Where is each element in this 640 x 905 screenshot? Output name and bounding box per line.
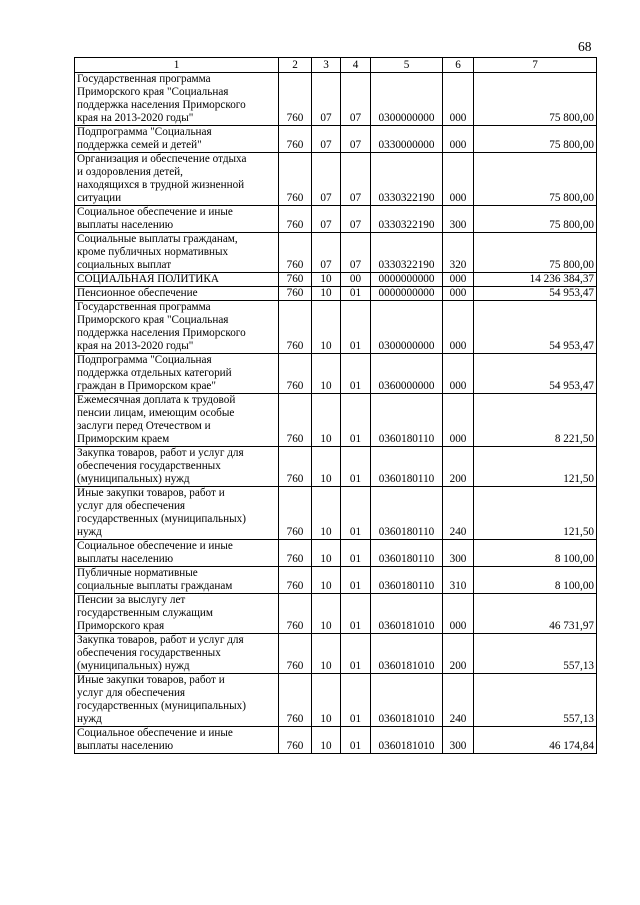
admin-code-cell: 760 xyxy=(279,233,312,273)
expense-type-cell: 000 xyxy=(443,394,474,447)
item-name-cell xyxy=(75,301,279,354)
item-name-line: края на 2013-2020 годы" xyxy=(77,112,194,124)
section-code-cell: 07 xyxy=(312,233,341,273)
subsection-code-cell: 07 xyxy=(341,73,371,126)
amount-cell: 46 174,84 xyxy=(474,727,597,754)
item-name-line: Социальное обеспечение и иные xyxy=(77,727,233,739)
item-name-line: нужд xyxy=(77,713,102,725)
table-row xyxy=(75,354,597,394)
item-name-line: Государственная программа xyxy=(77,73,211,85)
subsection-code-cell: 01 xyxy=(341,354,371,394)
column-header: 5 xyxy=(371,58,443,73)
subsection-code-cell: 07 xyxy=(341,206,371,233)
item-name-cell xyxy=(75,487,279,540)
subsection-code-cell: 07 xyxy=(341,126,371,153)
expense-type-cell: 240 xyxy=(443,674,474,727)
target-article-cell: 0360181010 xyxy=(371,594,443,634)
amount-cell: 557,13 xyxy=(474,674,597,727)
admin-code-cell: 760 xyxy=(279,273,312,287)
amount-cell: 121,50 xyxy=(474,487,597,540)
amount-cell: 54 953,47 xyxy=(474,301,597,354)
expense-type-cell: 000 xyxy=(443,301,474,354)
section-code-cell: 07 xyxy=(312,153,341,206)
table-row xyxy=(75,674,597,727)
item-name-line: края на 2013-2020 годы" xyxy=(77,340,194,352)
item-name-line: государственных (муниципальных) xyxy=(77,700,246,712)
target-article-cell: 0360180110 xyxy=(371,567,443,594)
section-code-cell: 10 xyxy=(312,354,341,394)
section-code-cell: 10 xyxy=(312,727,341,754)
table-row xyxy=(75,206,597,233)
item-name-line: Государственная программа xyxy=(77,301,211,313)
item-name-cell xyxy=(75,126,279,153)
table-row xyxy=(75,126,597,153)
table-header-row xyxy=(75,58,597,73)
item-name-line: услуг для обеспечения xyxy=(77,500,186,512)
item-name-line: государственным служащим xyxy=(77,607,213,619)
item-name-line: поддержка отдельных категорий xyxy=(77,367,232,379)
item-name-cell xyxy=(75,394,279,447)
item-name-line: ситуации xyxy=(77,192,122,204)
amount-cell: 75 800,00 xyxy=(474,126,597,153)
item-name-line: Социальное обеспечение и иные xyxy=(77,540,233,552)
item-name-line: Пенсионное обеспечение xyxy=(77,287,198,299)
item-name-cell xyxy=(75,354,279,394)
expense-type-cell: 300 xyxy=(443,727,474,754)
admin-code-cell: 760 xyxy=(279,394,312,447)
section-code-cell: 10 xyxy=(312,540,341,567)
admin-code-cell: 760 xyxy=(279,206,312,233)
target-article-cell: 0360180110 xyxy=(371,540,443,567)
item-name-line: Подпрограмма "Социальная xyxy=(77,126,212,138)
section-code-cell: 10 xyxy=(312,287,341,301)
item-name-line: Приморского края xyxy=(77,620,165,632)
section-code-cell: 07 xyxy=(312,126,341,153)
expense-type-cell: 000 xyxy=(443,73,474,126)
amount-cell: 8 221,50 xyxy=(474,394,597,447)
item-name-line: обеспечения государственных xyxy=(77,460,221,472)
table-row xyxy=(75,233,597,273)
item-name-cell xyxy=(75,634,279,674)
item-name-cell xyxy=(75,206,279,233)
table-row xyxy=(75,73,597,126)
target-article-cell: 0000000000 xyxy=(371,287,443,301)
item-name-line: Приморского края "Социальная xyxy=(77,314,229,326)
item-name-line: социальных выплат xyxy=(77,259,172,271)
admin-code-cell: 760 xyxy=(279,354,312,394)
item-name-line: Публичные нормативные xyxy=(77,567,198,579)
section-code-cell: 10 xyxy=(312,394,341,447)
item-name-line: поддержка семей и детей" xyxy=(77,139,202,151)
subsection-code-cell: 00 xyxy=(341,273,371,287)
table-row xyxy=(75,273,597,287)
section-code-cell: 10 xyxy=(312,487,341,540)
target-article-cell: 0330322190 xyxy=(371,233,443,273)
item-name-line: Социальное обеспечение и иные xyxy=(77,206,233,218)
item-name-line: выплаты населению xyxy=(77,740,174,752)
amount-cell: 54 953,47 xyxy=(474,287,597,301)
admin-code-cell: 760 xyxy=(279,301,312,354)
subsection-code-cell: 01 xyxy=(341,394,371,447)
item-name-line: Ежемесячная доплата к трудовой xyxy=(77,394,236,406)
column-header: 7 xyxy=(474,58,597,73)
subsection-code-cell: 01 xyxy=(341,447,371,487)
item-name-line: Приморским краем xyxy=(77,433,170,445)
amount-cell: 121,50 xyxy=(474,447,597,487)
subsection-code-cell: 01 xyxy=(341,487,371,540)
admin-code-cell: 760 xyxy=(279,567,312,594)
item-name-line: Социальные выплаты гражданам, xyxy=(77,233,238,245)
item-name-line: кроме публичных нормативных xyxy=(77,246,229,258)
item-name-line: обеспечения государственных xyxy=(77,647,221,659)
table-body xyxy=(75,73,597,754)
expense-type-cell: 320 xyxy=(443,233,474,273)
item-name-line: пенсии лицам, имеющим особые xyxy=(77,407,235,419)
table-row xyxy=(75,567,597,594)
item-name-cell xyxy=(75,727,279,754)
item-name-line: услуг для обеспечения xyxy=(77,687,186,699)
item-name-line: выплаты населению xyxy=(77,553,174,565)
item-name-line: (муниципальных) нужд xyxy=(77,660,190,672)
table-row xyxy=(75,594,597,634)
item-name-line: государственных (муниципальных) xyxy=(77,513,246,525)
admin-code-cell: 760 xyxy=(279,540,312,567)
amount-cell: 557,13 xyxy=(474,634,597,674)
item-name-cell xyxy=(75,73,279,126)
item-name-line: и оздоровления детей, xyxy=(77,166,183,178)
table-row xyxy=(75,540,597,567)
section-code-cell: 10 xyxy=(312,273,341,287)
subsection-code-cell: 01 xyxy=(341,287,371,301)
item-name-line: Иные закупки товаров, работ и xyxy=(77,674,225,686)
target-article-cell: 0360180110 xyxy=(371,487,443,540)
subsection-code-cell: 01 xyxy=(341,567,371,594)
item-name-line: Организация и обеспечение отдыха xyxy=(77,153,247,165)
item-name-line: СОЦИАЛЬНАЯ ПОЛИТИКА xyxy=(77,273,219,285)
amount-cell: 8 100,00 xyxy=(474,567,597,594)
subsection-code-cell: 01 xyxy=(341,674,371,727)
item-name-cell xyxy=(75,233,279,273)
item-name-line: поддержка населения Приморского xyxy=(77,327,246,339)
item-name-cell xyxy=(75,273,279,287)
subsection-code-cell: 01 xyxy=(341,301,371,354)
column-header: 2 xyxy=(279,58,312,73)
expense-type-cell: 310 xyxy=(443,567,474,594)
expense-type-cell: 240 xyxy=(443,487,474,540)
amount-cell: 75 800,00 xyxy=(474,206,597,233)
target-article-cell: 0330322190 xyxy=(371,153,443,206)
subsection-code-cell: 07 xyxy=(341,153,371,206)
section-code-cell: 10 xyxy=(312,301,341,354)
table-row xyxy=(75,287,597,301)
item-name-line: находящихся в трудной жизненной xyxy=(77,179,245,191)
section-code-cell: 07 xyxy=(312,73,341,126)
admin-code-cell: 760 xyxy=(279,594,312,634)
expense-type-cell: 000 xyxy=(443,153,474,206)
page-number: 68 xyxy=(578,39,592,54)
amount-cell: 75 800,00 xyxy=(474,233,597,273)
table-row xyxy=(75,153,597,206)
subsection-code-cell: 01 xyxy=(341,594,371,634)
subsection-code-cell: 07 xyxy=(341,233,371,273)
expense-type-cell: 000 xyxy=(443,126,474,153)
column-header: 3 xyxy=(312,58,341,73)
subsection-code-cell: 01 xyxy=(341,634,371,674)
expense-type-cell: 300 xyxy=(443,206,474,233)
admin-code-cell: 760 xyxy=(279,153,312,206)
expense-type-cell: 300 xyxy=(443,540,474,567)
section-code-cell: 10 xyxy=(312,634,341,674)
item-name-cell xyxy=(75,540,279,567)
amount-cell: 8 100,00 xyxy=(474,540,597,567)
item-name-line: поддержка населения Приморского xyxy=(77,99,246,111)
admin-code-cell: 760 xyxy=(279,287,312,301)
target-article-cell: 0300000000 xyxy=(371,73,443,126)
item-name-line: (муниципальных) нужд xyxy=(77,473,190,485)
amount-cell: 46 731,97 xyxy=(474,594,597,634)
column-header: 6 xyxy=(443,58,474,73)
item-name-line: Приморского края "Социальная xyxy=(77,86,229,98)
subsection-code-cell: 01 xyxy=(341,540,371,567)
admin-code-cell: 760 xyxy=(279,634,312,674)
section-code-cell: 10 xyxy=(312,447,341,487)
item-name-line: граждан в Приморском крае" xyxy=(77,380,216,392)
admin-code-cell: 760 xyxy=(279,727,312,754)
table-row xyxy=(75,394,597,447)
expense-type-cell: 000 xyxy=(443,594,474,634)
section-code-cell: 10 xyxy=(312,594,341,634)
target-article-cell: 0300000000 xyxy=(371,301,443,354)
subsection-code-cell: 01 xyxy=(341,727,371,754)
target-article-cell: 0330000000 xyxy=(371,126,443,153)
expense-type-cell: 000 xyxy=(443,287,474,301)
table-row xyxy=(75,301,597,354)
admin-code-cell: 760 xyxy=(279,126,312,153)
item-name-line: выплаты населению xyxy=(77,219,174,231)
section-code-cell: 10 xyxy=(312,567,341,594)
target-article-cell: 0360180110 xyxy=(371,447,443,487)
amount-cell: 75 800,00 xyxy=(474,153,597,206)
item-name-cell xyxy=(75,287,279,301)
target-article-cell: 0330322190 xyxy=(371,206,443,233)
item-name-line: Подпрограмма "Социальная xyxy=(77,354,212,366)
item-name-line: Пенсии за выслугу лет xyxy=(77,594,186,606)
item-name-line: социальные выплаты гражданам xyxy=(77,580,233,592)
expense-type-cell: 200 xyxy=(443,634,474,674)
section-code-cell: 10 xyxy=(312,674,341,727)
target-article-cell: 0360000000 xyxy=(371,354,443,394)
item-name-line: нужд xyxy=(77,526,102,538)
item-name-cell xyxy=(75,674,279,727)
target-article-cell: 0360181010 xyxy=(371,727,443,754)
column-header: 4 xyxy=(341,58,371,73)
item-name-line: заслуги перед Отечеством и xyxy=(77,420,211,432)
amount-cell: 54 953,47 xyxy=(474,354,597,394)
item-name-line: Закупка товаров, работ и услуг для xyxy=(77,447,244,459)
item-name-cell xyxy=(75,153,279,206)
table-row xyxy=(75,447,597,487)
amount-cell: 14 236 384,37 xyxy=(474,273,597,287)
target-article-cell: 0360181010 xyxy=(371,634,443,674)
item-name-line: Закупка товаров, работ и услуг для xyxy=(77,634,244,646)
column-header: 1 xyxy=(75,58,279,73)
expense-type-cell: 200 xyxy=(443,447,474,487)
expense-type-cell: 000 xyxy=(443,354,474,394)
target-article-cell: 0360180110 xyxy=(371,394,443,447)
admin-code-cell: 760 xyxy=(279,674,312,727)
admin-code-cell: 760 xyxy=(279,73,312,126)
expense-type-cell: 000 xyxy=(443,273,474,287)
section-code-cell: 07 xyxy=(312,206,341,233)
table-row xyxy=(75,634,597,674)
table-row xyxy=(75,487,597,540)
admin-code-cell: 760 xyxy=(279,487,312,540)
item-name-cell xyxy=(75,594,279,634)
table-row xyxy=(75,727,597,754)
target-article-cell: 0000000000 xyxy=(371,273,443,287)
admin-code-cell: 760 xyxy=(279,447,312,487)
item-name-line: Иные закупки товаров, работ и xyxy=(77,487,225,499)
budget-table xyxy=(74,57,597,754)
amount-cell: 75 800,00 xyxy=(474,73,597,126)
item-name-cell xyxy=(75,447,279,487)
item-name-cell xyxy=(75,567,279,594)
target-article-cell: 0360181010 xyxy=(371,674,443,727)
